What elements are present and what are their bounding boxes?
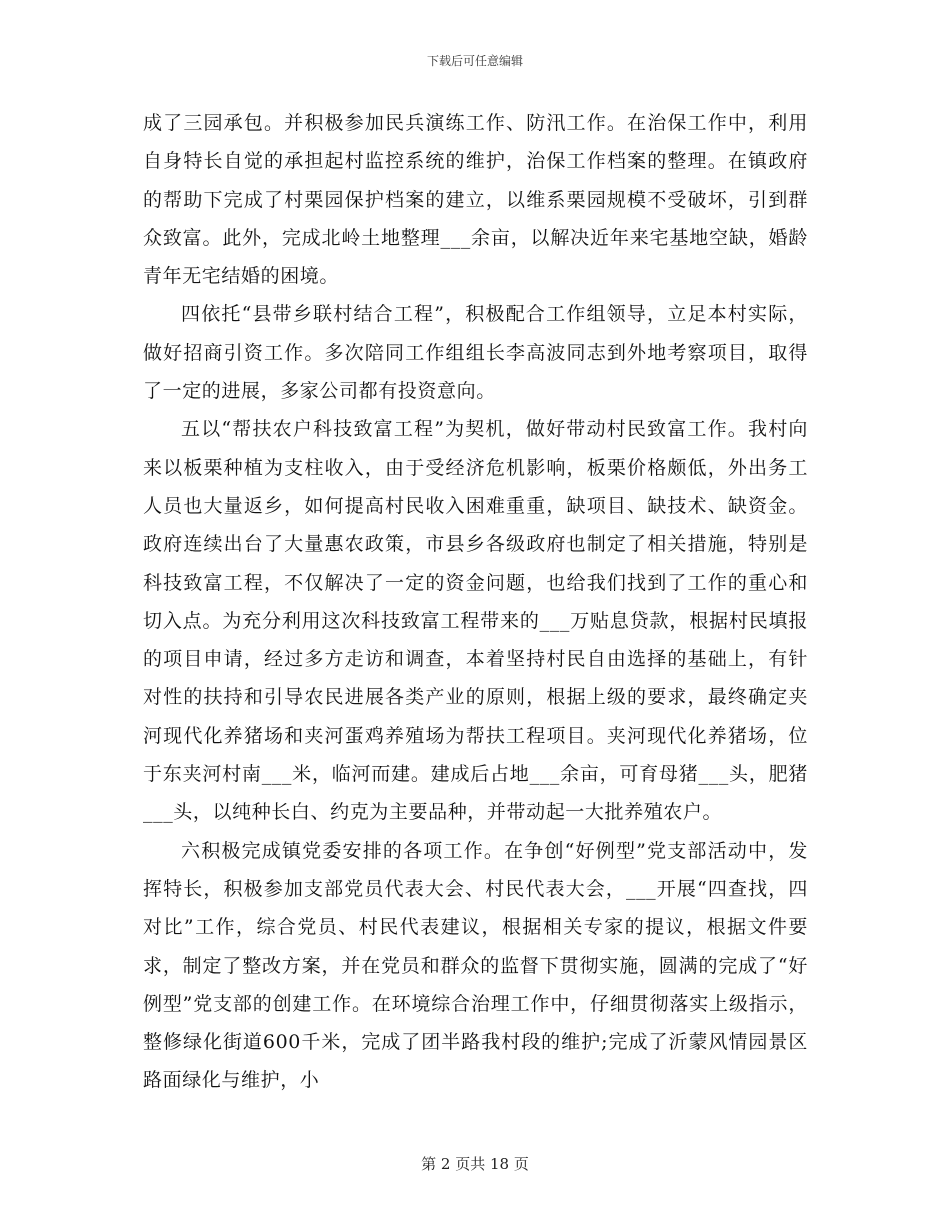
- paragraph-4: 六积极完成镇党委安排的各项工作。在争创“好例型”党支部活动中，发挥特长，积极参加支部党员代表大会、村民代表大会，___开展“四查找，四对比”工作，综合党员、村民代表建议，根据相关专家的提议，根据文件要求，制定了整改方案，并在党员和群众的监督下贯彻实施，圆满的完成了“好例型”党支部的创建工作。在环境综合治理工作中，仔细贯彻落实上级指示，整修绿化街道600千米，完成了团半路我村段的维护;完成了沂蒙风情园景区路面绿化与维护，小: [143, 839, 808, 1092]
- paragraph-1: 成了三园承包。并积极参加民兵演练工作、防汛工作。在治保工作中，利用自身特长自觉的承担起村监控系统的维护，治保工作档案的整理。在镇政府的帮助下完成了村栗园保护档案的建立，以维系栗园规模不受破坏，引到群众致富。此外，完成北岭土地整理___余亩，以解决近年来宅基地空缺，婚龄青年无宅结婚的困境。: [143, 112, 808, 288]
- paragraph-3: 五以“帮扶农户科技致富工程”为契机，做好带动村民致富工作。我村向来以板栗种植为支柱收入，由于受经济危机影响，板栗价格颇低，外出务工人员也大量返乡，如何提高村民收入困难重重，缺项目、缺技术、缺资金。政府连续出台了大量惠农政策，市县乡各级政府也制定了相关措施，特别是科技致富工程，不仅解决了一定的资金问题，也给我们找到了工作的重心和切入点。为充分利用这次科技致富工程带来的___万贴息贷款，根据村民填报的项目申请，经过多方走访和调查，本着坚持村民自由选择的基础上，有针对性的扶持和引导农民进展各类产业的原则，根据上级的要求，最终确定夹河现代化养猪场和夹河蛋鸡养殖场为帮扶工程项目。夹河现代化养猪场，位于东夹河村南___米，临河而建。建成后占地___余亩，可育母猪___头，肥猪___头，以纯种长白、约克为主要品种，并带动起一大批养殖农户。: [143, 418, 808, 824]
- page-header: 下载后可任意编辑: [426, 54, 523, 68]
- document-body: [143, 104, 808, 1100]
- paragraph-2: 四依托“县带乡联村结合工程”，积极配合工作组领导，立足本村实际，做好招商引资工作。多次陪同工作组组长李高波同志到外地考察项目，取得了一定的进展，多家公司都有投资意向。: [143, 303, 808, 403]
- page-number: 第 2 页共 18 页: [421, 1155, 529, 1173]
